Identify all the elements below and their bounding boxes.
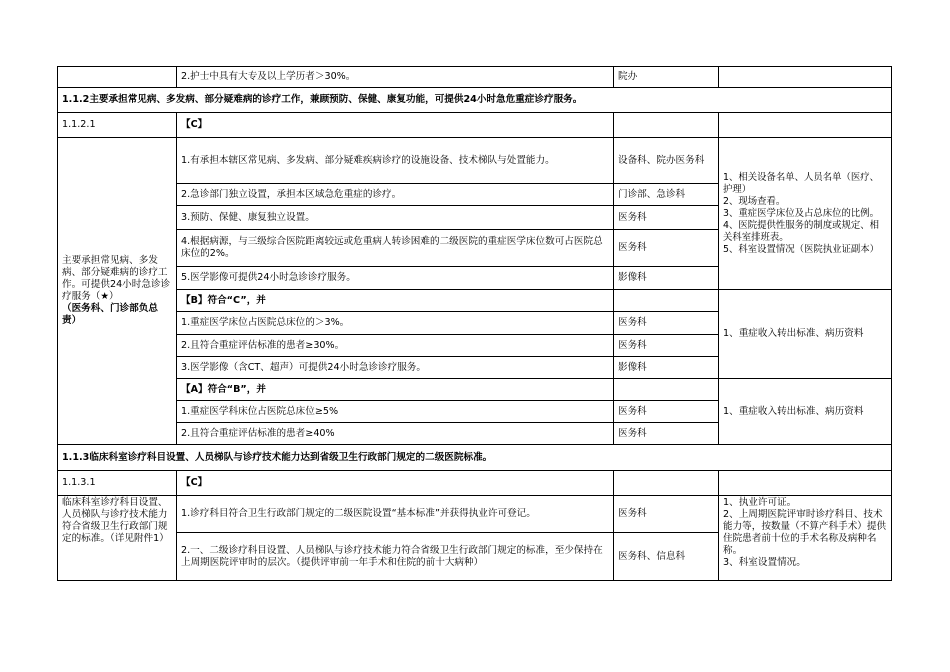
standard-cell: 2.且符合重症评估标准的患者≥30%。 (177, 335, 614, 357)
dept-cell (614, 379, 719, 401)
evidence-cell (719, 290, 892, 379)
standard-cell: 1.诊疗科目符合卫生行政部门规定的二级医院设置“基本标准”并获得执业许可登记。 (177, 496, 614, 533)
grade-label: 【C】 (177, 113, 614, 138)
dept-cell: 医务科 (614, 401, 719, 423)
section-title: 1.1.2主要承担常见病、多发病、部分疑难病的诊疗工作，兼顾预防、保健、康复功能，可提供24小时急危重症诊疗服务。 (58, 88, 892, 113)
evidence-text: 1、重症收入转出标准、病历资料 (723, 328, 864, 339)
grade-label: 【A】符合“B”，并 (177, 379, 614, 401)
evidence-cell (719, 138, 892, 290)
dept-cell (614, 113, 719, 138)
item-title: 主要承担常见病、多发病、部分疑难病的诊疗工作。可提供24小时急诊诊疗服务（★） (62, 255, 171, 302)
table-row (58, 496, 892, 533)
item-description (58, 496, 177, 581)
evidence-text: 1、重症收入转出标准、病历资料 (723, 405, 864, 417)
item-code: 1.1.2.1 (58, 113, 177, 138)
table-row (58, 138, 892, 184)
table-row (58, 67, 892, 88)
item-code: 1.1.3.1 (58, 471, 177, 496)
standards-table (57, 66, 892, 581)
dept-cell: 影像科 (614, 267, 719, 290)
table-row (58, 379, 892, 401)
item-description (58, 138, 177, 445)
standard-cell: 1.重症医学科床位占医院总床位≥5% (177, 401, 614, 423)
section-header-1-1-2 (58, 88, 892, 113)
standard-cell: 2.护士中具有大专及以上学历者＞30%。 (177, 67, 614, 88)
grade-label: 【B】符合“C”，并 (177, 290, 614, 312)
section-title: 1.1.3临床科室诊疗科目设置、人员梯队与诊疗技术能力达到省级卫生行政部门规定的二级医院标准。 (58, 445, 892, 471)
dept-cell (614, 471, 719, 496)
table-row (58, 113, 892, 138)
standard-cell: 5.医学影像可提供24小时急诊诊疗服务。 (177, 267, 614, 290)
dept-cell: 门诊部、急诊科 (614, 184, 719, 206)
standard-cell: 1.重症医学床位占医院总床位的＞3%。 (177, 312, 614, 335)
dept-cell: 医务科 (614, 312, 719, 335)
dept-cell: 医务科 (614, 496, 719, 533)
section-header-1-1-3 (58, 445, 892, 471)
evidence-cell (719, 67, 892, 88)
dept-cell: 医务科 (614, 423, 719, 445)
standard-cell: 3.预防、保健、康复独立设置。 (177, 206, 614, 230)
table-row (58, 290, 892, 312)
dept-cell: 影像科 (614, 357, 719, 379)
dept-cell: 医务科 (614, 230, 719, 267)
dept-cell: 医务科、信息科 (614, 533, 719, 581)
standard-cell: 1.有承担本辖区常见病、多发病、部分疑难疾病诊疗的设施设备、技术梯队与处置能力。 (177, 138, 614, 184)
grade-label: 【C】 (177, 471, 614, 496)
evidence-cell (719, 471, 892, 496)
dept-cell: 医务科 (614, 206, 719, 230)
table-row (58, 471, 892, 496)
standard-cell: 3.医学影像（含CT、超声）可提供24小时急诊诊疗服务。 (177, 357, 614, 379)
evidence-text: 1、执业许可证。 2、上周期医院评审时诊疗科目、技术能力等，按数量（不算产科手术）提供住院患者前十位的手术名称及病种名称。 3、科室设置情况。 (723, 497, 887, 568)
standard-cell: 2.一、二级诊疗科目设置、人员梯队与诊疗技术能力符合省级卫生行政部门规定的标准，至少保持在上周期医院评审时的层次。（提供评审前一年手术和住院的前十大病种） (177, 533, 614, 581)
evidence-cell (719, 113, 892, 138)
standard-cell: 4.根据病源，与三级综合医院距离较远或危重病人转诊困难的二级医院的重症医学床位数可占医院总床位的2%。 (177, 230, 614, 267)
dept-cell: 院办 (614, 67, 719, 88)
dept-cell (614, 290, 719, 312)
dept-cell: 医务科 (614, 335, 719, 357)
standard-cell: 2.急诊部门独立设置，承担本区域急危重症的诊疗。 (177, 184, 614, 206)
item-title: 临床科室诊疗科目设置、人员梯队与诊疗技术能力符合省级卫生行政部门规定的标准。（详见附件1） (62, 497, 169, 544)
item-responsible: （医务科、门诊部负总责） (62, 303, 158, 326)
evidence-text: 1、相关设备名单、人员名单（医疗、护理） 2、现场查看。 3、重症医学床位及占总床位的比例。 4、医院提供性服务的制度或规定、相关科室排班表。 5、科室设置情况（医院执业证副本） (723, 171, 879, 255)
dept-cell: 设备科、院办医务科 (614, 138, 719, 184)
evidence-cell (719, 496, 892, 581)
evidence-cell (719, 379, 892, 445)
standard-cell: 2.且符合重症评估标准的患者≥40% (177, 423, 614, 445)
item-cell (58, 67, 177, 88)
